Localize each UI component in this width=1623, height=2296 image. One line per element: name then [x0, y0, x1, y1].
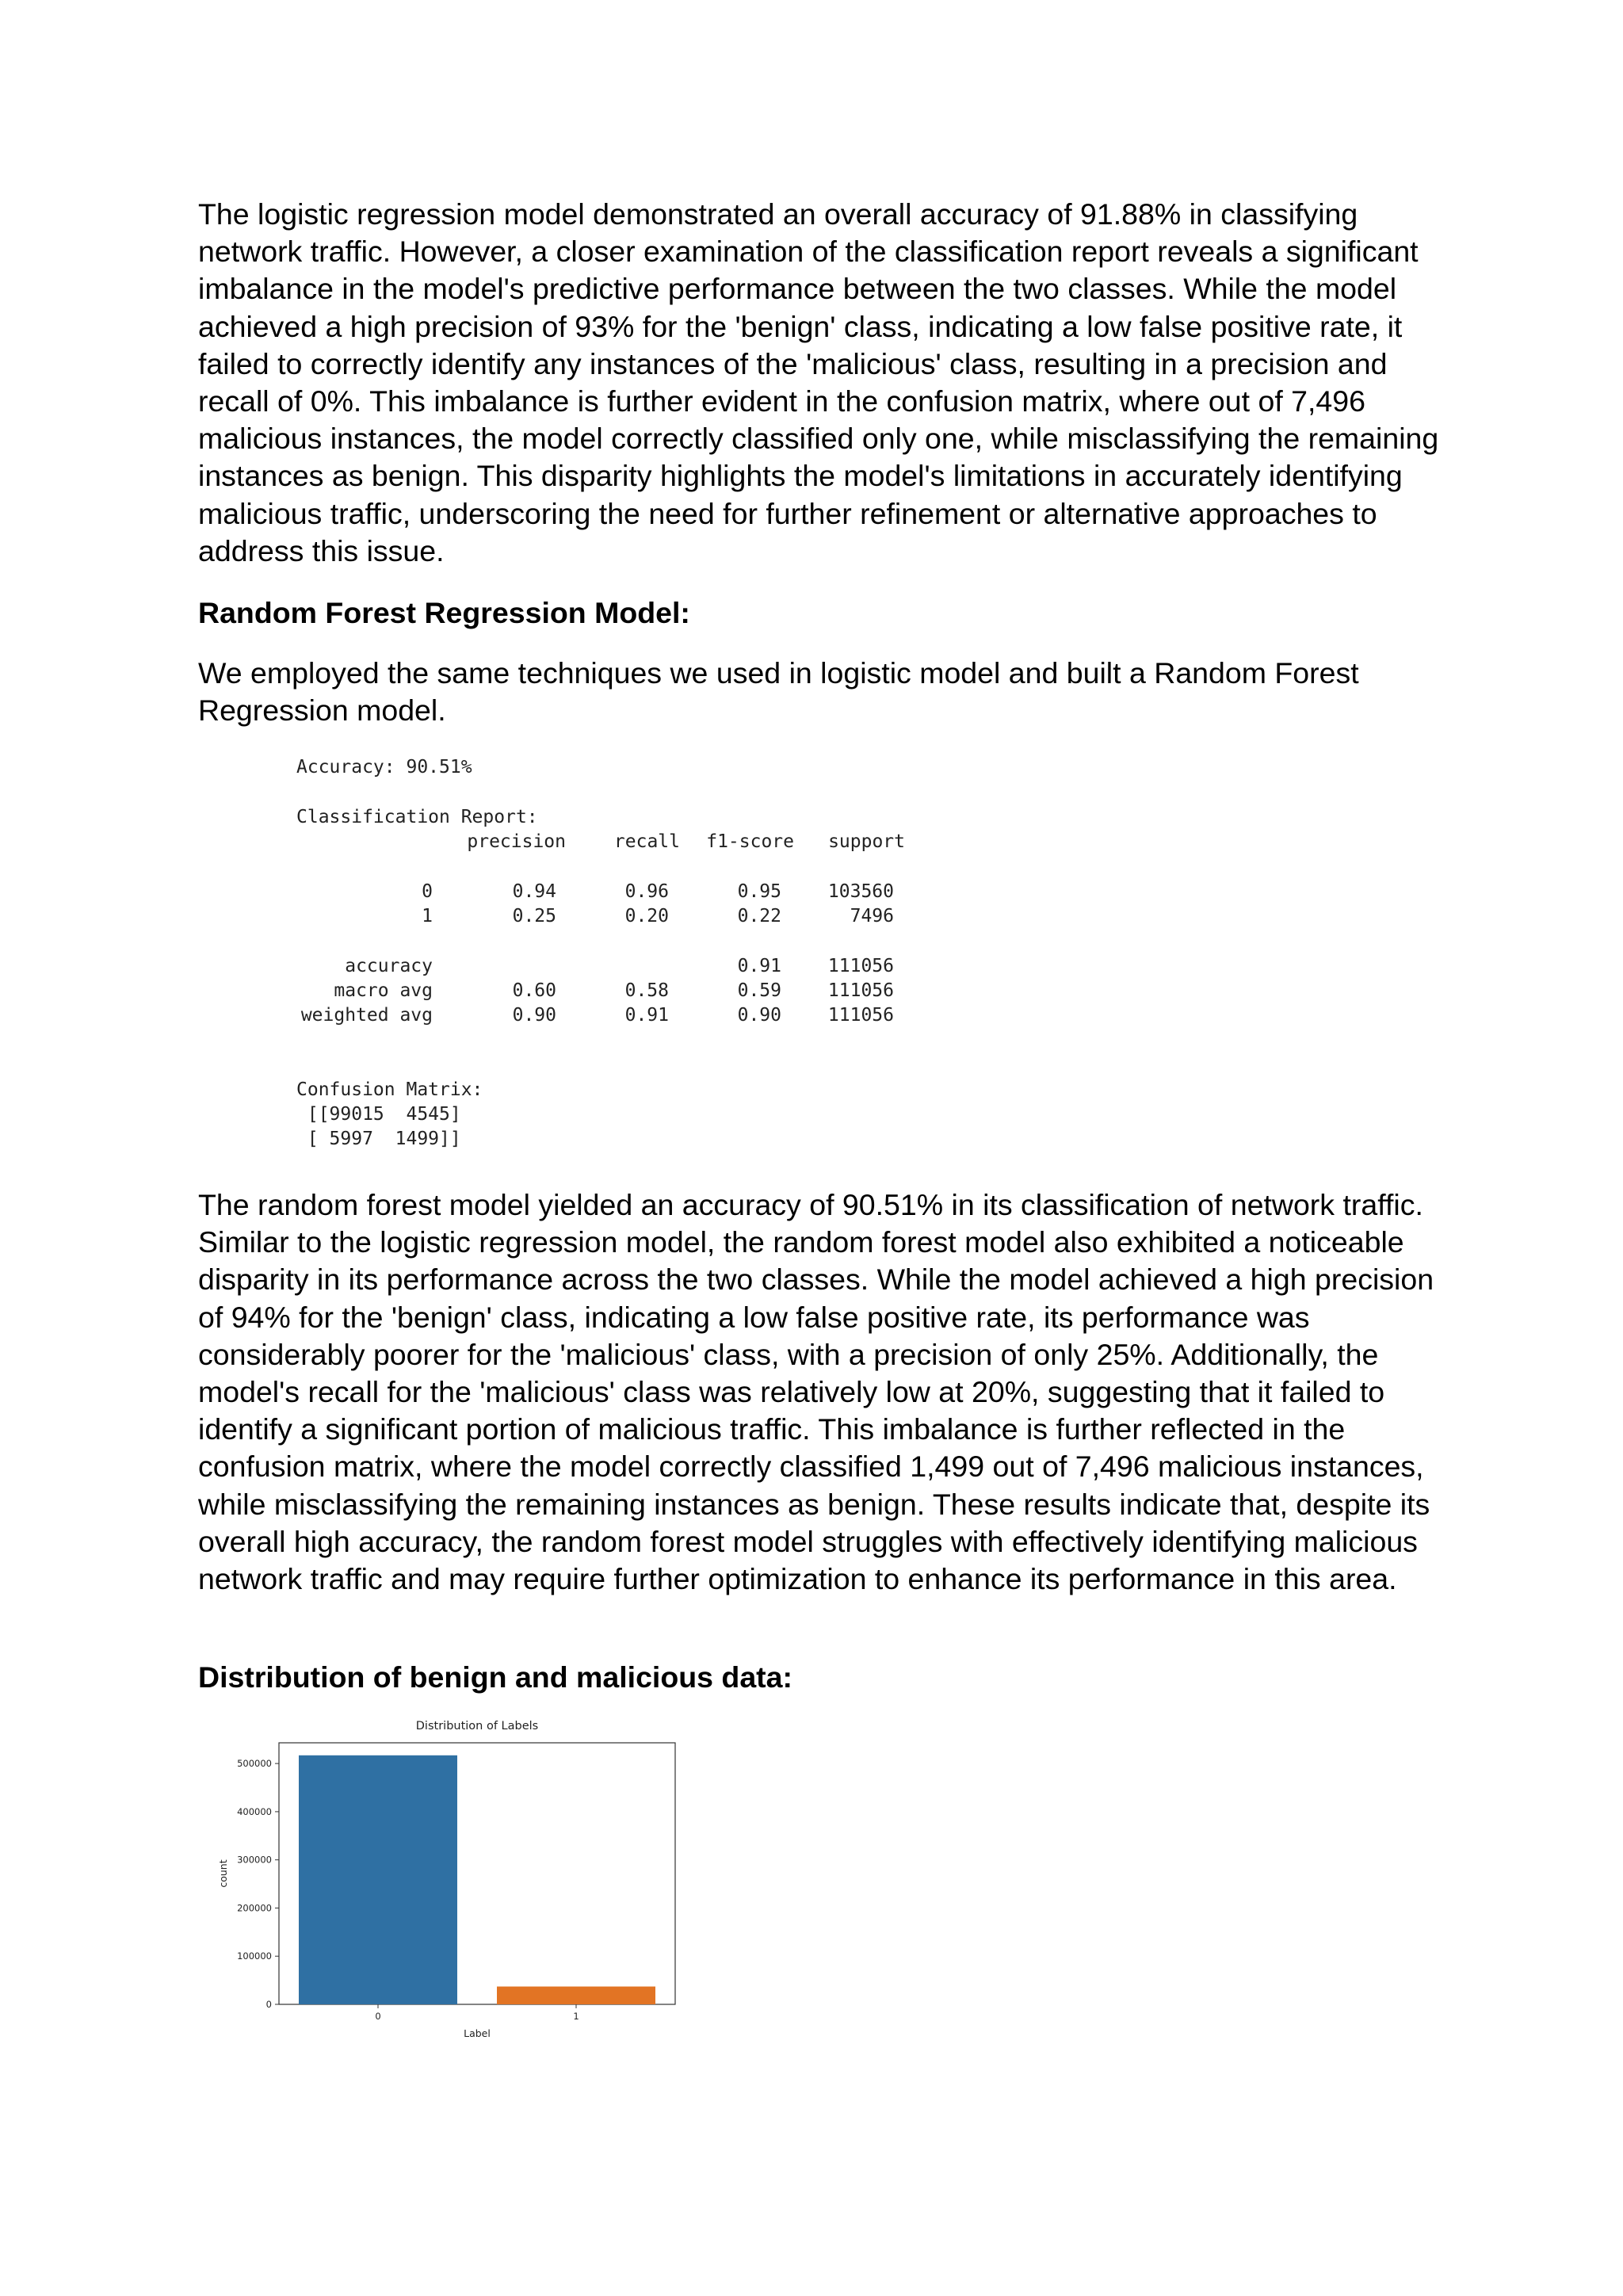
- confusion-row-2: [ 5997 1499]]: [296, 1129, 461, 1149]
- paragraph-random-forest-intro: We employed the same techniques we used in logistic model and built a Random Forest Regression model.: [198, 656, 1359, 728]
- row-recall: 0.20: [624, 906, 669, 926]
- confusion-row-1: [[99015 4545]: [296, 1104, 461, 1125]
- y-tick-label: 300000: [237, 1854, 272, 1866]
- y-axis-label: count: [217, 1859, 229, 1888]
- row-f1: 0.90: [737, 1005, 781, 1026]
- header-recall: recall: [613, 831, 680, 852]
- y-tick-label: 200000: [237, 1902, 272, 1914]
- distribution-chart: [206, 1716, 682, 2049]
- x-tick-label: 0: [375, 2011, 381, 2022]
- row-support: 7496: [850, 906, 894, 926]
- row-f1: 0.22: [737, 906, 781, 926]
- row-label: macro avg: [334, 980, 433, 1001]
- header-precision: precision: [467, 831, 566, 852]
- x-axis-label: Label: [464, 2027, 491, 2039]
- row-f1: 0.95: [737, 881, 781, 902]
- x-tick-label: 1: [573, 2011, 579, 2022]
- header-support: support: [828, 831, 905, 852]
- confusion-title: Confusion Matrix:: [296, 1079, 483, 1100]
- bar-label-0: [299, 1755, 457, 2004]
- row-f1: 0.91: [737, 956, 781, 976]
- header-f1-score: f1-score: [706, 831, 794, 852]
- row-label: 1: [422, 906, 433, 926]
- bar-label-1: [497, 1987, 655, 2004]
- row-label: weighted avg: [300, 1005, 433, 1026]
- row-recall: 0.96: [624, 881, 669, 902]
- row-label: 0: [422, 881, 433, 902]
- y-tick-label: 400000: [237, 1805, 272, 1817]
- row-support: 111056: [827, 980, 894, 1001]
- row-recall: 0.58: [624, 980, 669, 1001]
- report-title: Classification Report:: [296, 807, 538, 827]
- y-tick-label: 100000: [237, 1950, 272, 1962]
- y-tick-label: 500000: [237, 1758, 272, 1770]
- heading-random-forest: Random Forest Regression Model:: [198, 596, 690, 629]
- row-precision: 0.90: [512, 1005, 556, 1026]
- row-support: 111056: [827, 956, 894, 976]
- row-support: 111056: [827, 1005, 894, 1026]
- row-precision: 0.94: [512, 881, 556, 902]
- heading-distribution: Distribution of benign and malicious data:: [198, 1660, 793, 1694]
- row-support: 103560: [827, 881, 894, 902]
- row-precision: 0.60: [512, 980, 556, 1001]
- y-tick-label: 0: [265, 1999, 272, 2010]
- row-precision: 0.25: [512, 906, 556, 926]
- row-recall: 0.91: [624, 1005, 669, 1026]
- row-label: accuracy: [345, 956, 433, 976]
- paragraph-random-forest-results: The random forest model yielded an accuracy of 90.51% in its classification of network traffic. Similar to the logistic regression model, the random forest model also exhibited a noticeable disparity in its performance across the two classes. While the model achieved a high precision of 94% for the 'benign' class, indicating a low false positive rate, its performance was considerably poorer for the 'malicious' class, with a precision of only 25%. Additionally, the model's recall for the 'malicious' class was relatively low at 20%, suggesting that it failed to identify a significant portion of malicious traffic. This imbalance is further reflected in the confusion matrix, where the model correctly classified 1,499 out of 7,496 malicious instances, while misclassifying the remaining instances as benign. These results indicate that, despite its overall high accuracy, the random forest model struggles with effectively identifying malicious network traffic and may require further optimization to enhance its performance in this area.: [198, 1188, 1434, 1596]
- paragraph-logistic-results: The logistic regression model demonstrated an overall accuracy of 91.88% in classifying network traffic. However, a closer examination of the classification report reveals a significant imbalance in the model's predictive performance between the two classes. While the model achieved a high precision of 93% for the 'benign' class, indicating a low false positive rate, it failed to correctly identify any instances of the 'malicious' class, resulting in a precision and recall of 0%. This imbalance is further evident in the confusion matrix, where out of 7,496 malicious instances, the model correctly classified only one, while misclassifying the remaining instances as benign. This disparity highlights the model's limitations in accurately identifying malicious traffic, underscoring the need for further refinement or alternative approaches to address this issue.: [198, 197, 1439, 567]
- row-f1: 0.59: [737, 980, 781, 1001]
- chart-title: Distribution of Labels: [415, 1720, 539, 1733]
- accuracy-line: Accuracy: 90.51%: [296, 757, 472, 777]
